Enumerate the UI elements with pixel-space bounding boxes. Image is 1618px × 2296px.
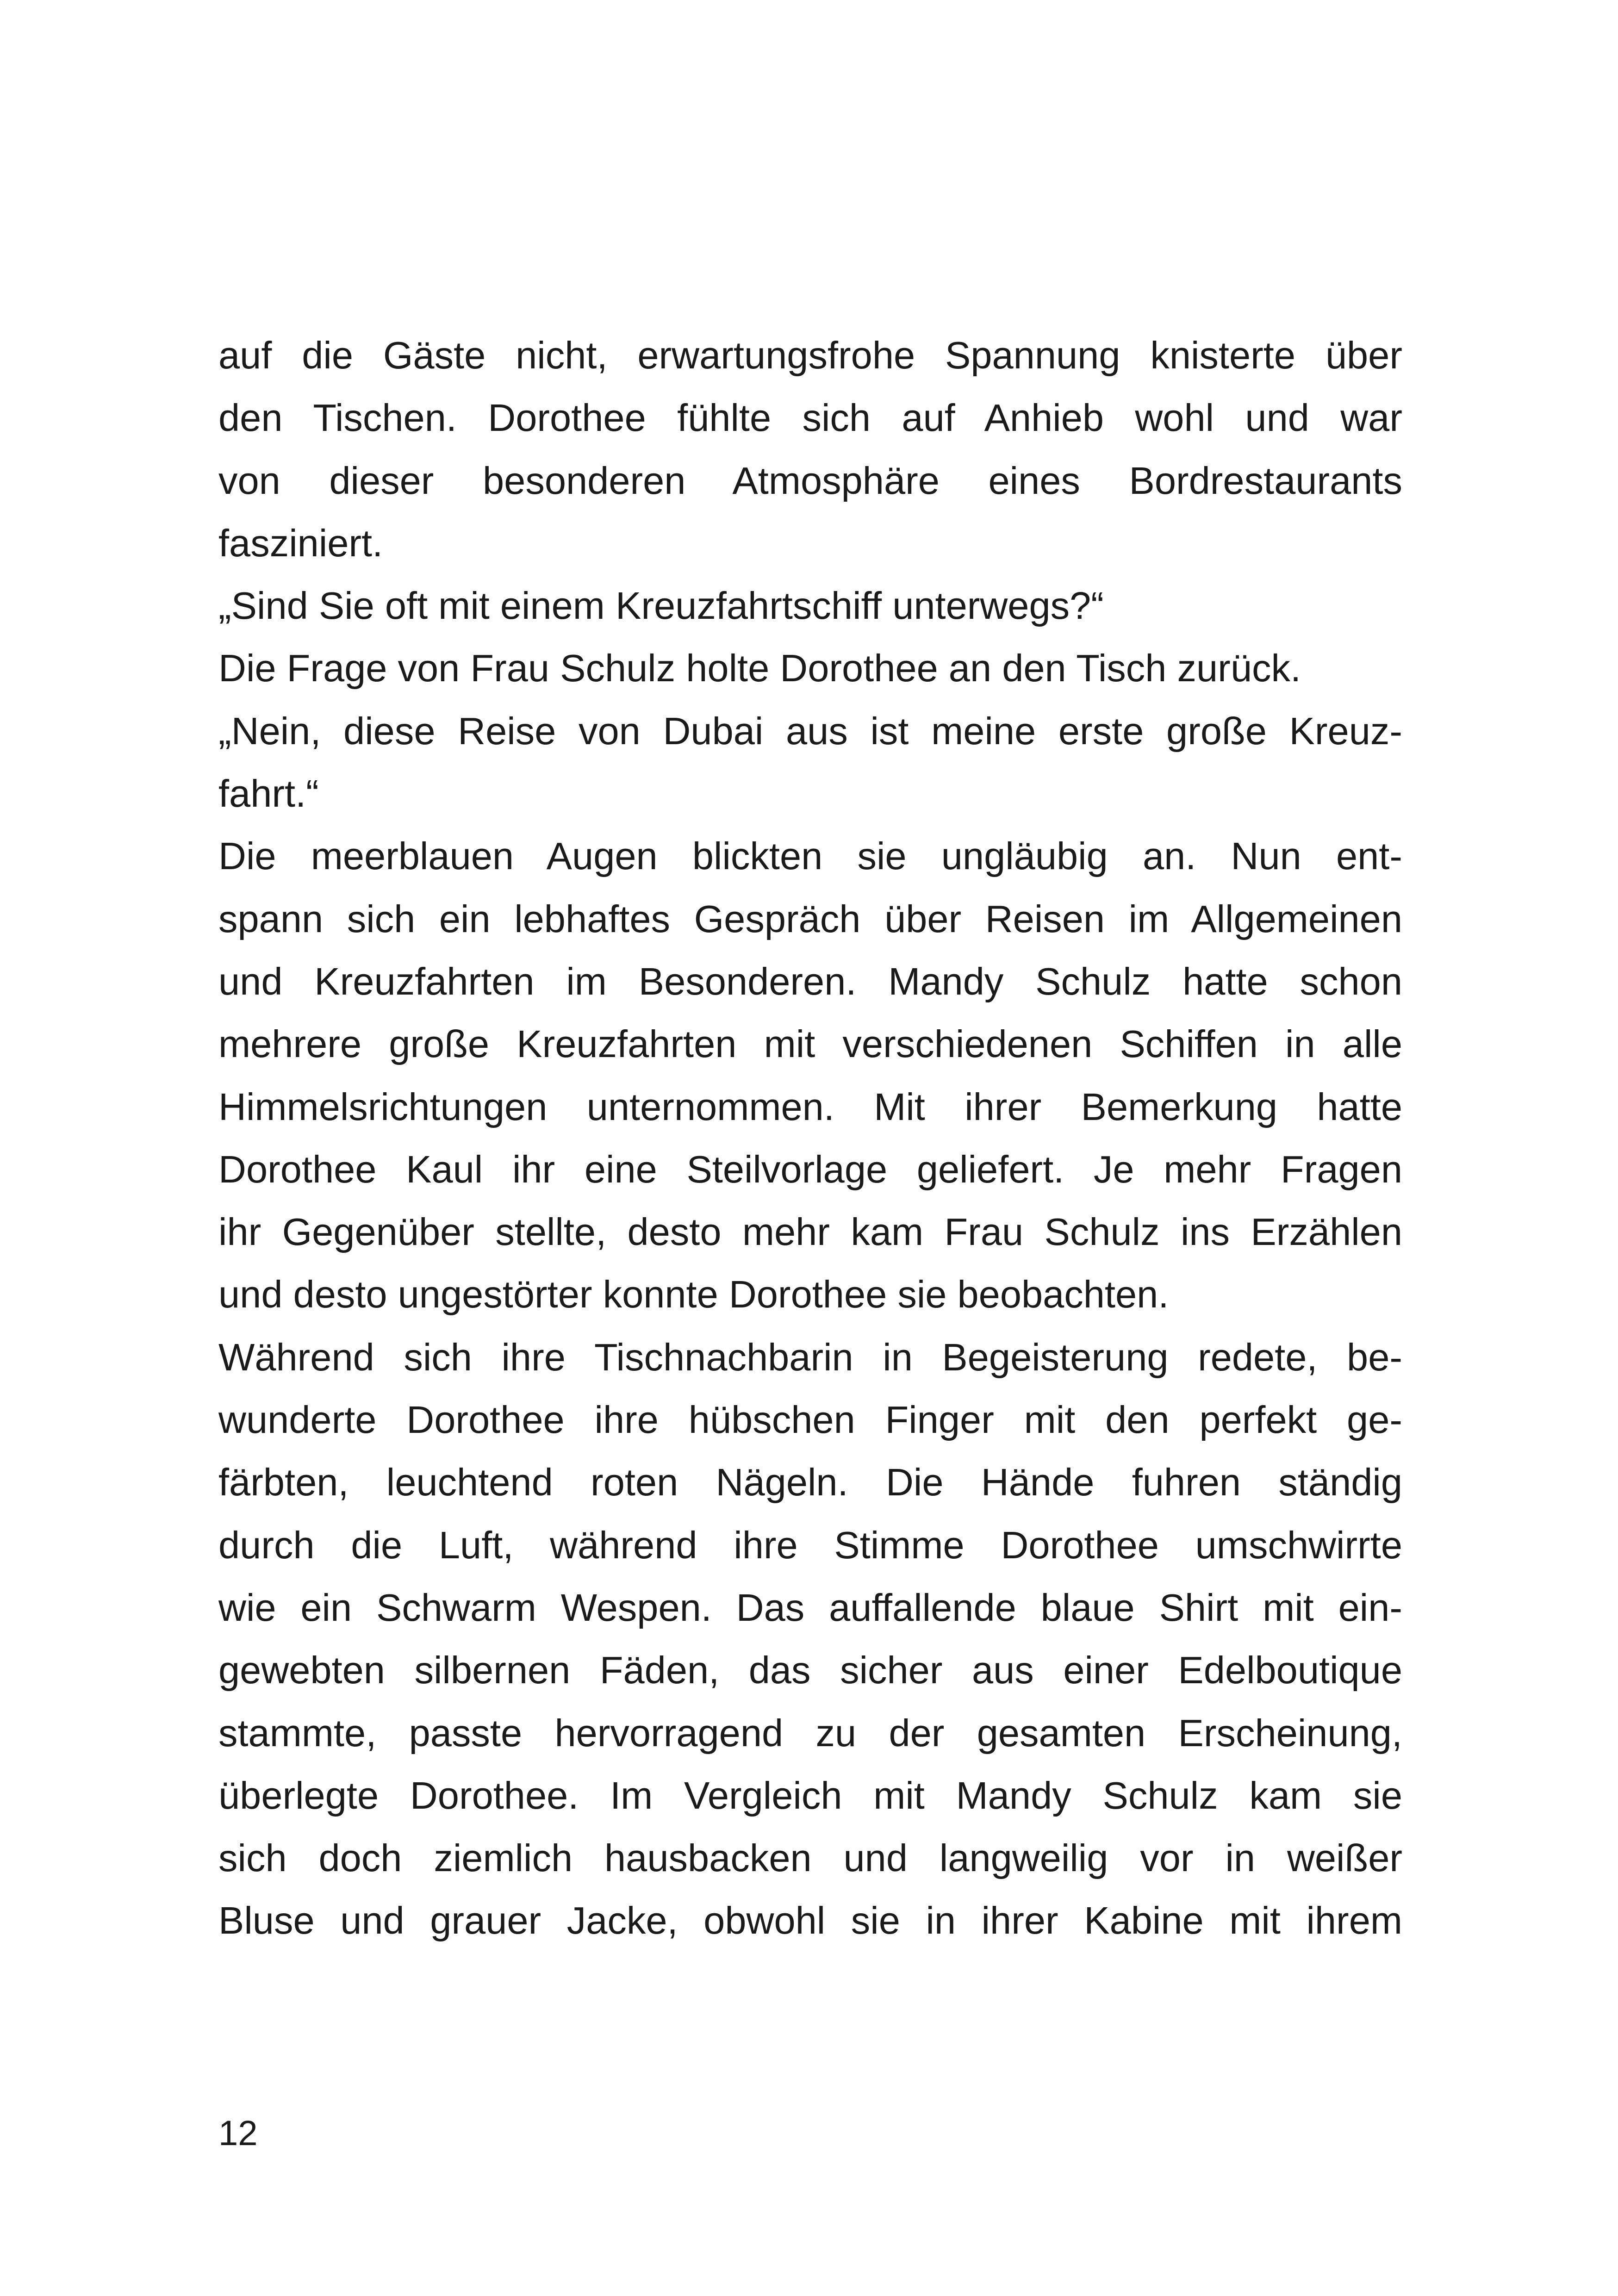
text-line: fahrt.“ [218,772,319,815]
text-line: Während sich ihre Tischnachbarin in Begeisterung redete, be- [218,1335,1402,1379]
text-line: ihr Gegenüber stellte, desto mehr kam Frau Schulz ins Erzählen [218,1210,1402,1254]
text-line: färbten, leuchtend roten Nägeln. Die Hände fuhren ständig [218,1461,1402,1504]
text-line: „Sind Sie oft mit einem Kreuzfahrtschiff unterwegs?“ [218,584,1104,628]
text-line: stammte, passte hervorragend zu der gesamten Erscheinung, [218,1711,1402,1755]
text-line: gewebten silbernen Fäden, das sicher aus einer Edelboutique [218,1649,1402,1692]
text-line: sich doch ziemlich hausbacken und langweilig vor in weißer [218,1836,1402,1880]
text-line: mehrere große Kreuzfahrten mit verschiedenen Schiffen in alle [218,1022,1402,1066]
page-number: 12 [218,2114,258,2153]
text-line: überlegte Dorothee. Im Vergleich mit Mandy Schulz kam sie [218,1773,1402,1817]
text-line: spann sich ein lebhaftes Gespräch über Reisen im Allgemeinen [218,897,1402,940]
text-line: wie ein Schwarm Wespen. Das auffallende blaue Shirt mit ein- [218,1586,1402,1629]
text-line: den Tischen. Dorothee fühlte sich auf Anhieb wohl und war [218,396,1402,440]
text-line: fasziniert. [218,521,383,565]
text-line: auf die Gäste nicht, erwartungsfrohe Spannung knisterte über [218,334,1402,377]
text-line: und Kreuzfahrten im Besonderen. Mandy Schulz hatte schon [218,959,1402,1003]
text-line: von dieser besonderen Atmosphäre eines Bordrestaurants [218,459,1402,502]
text-line: „Nein, diese Reise von Dubai aus ist meine erste große Kreuz- [218,709,1402,753]
text-line: Bluse und grauer Jacke, obwohl sie in ihrer Kabine mit ihrem [218,1899,1402,1942]
text-line: wunderte Dorothee ihre hübschen Finger mit den perfekt ge- [218,1398,1402,1442]
text-line: Die meerblauen Augen blickten sie ungläubig an. Nun ent- [218,834,1402,878]
body-text [218,324,1402,1952]
text-line: Dorothee Kaul ihr eine Steilvorlage geliefert. Je mehr Fragen [218,1147,1402,1191]
text-line: Himmelsrichtungen unternommen. Mit ihrer Bemerkung hatte [218,1085,1402,1128]
text-line: und desto ungestörter konnte Dorothee sie beobachten. [218,1273,1169,1316]
text-line: durch die Luft, während ihre Stimme Dorothee umschwirrte [218,1523,1402,1567]
text-line: Die Frage von Frau Schulz holte Dorothee an den Tisch zurück. [218,647,1301,690]
